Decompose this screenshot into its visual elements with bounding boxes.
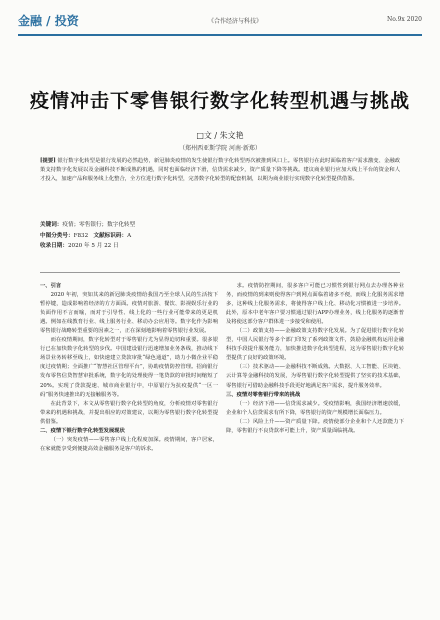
issue-number: No.9x 2020 <box>386 16 422 23</box>
body-paragraph: （一）突发疫情——零售客户线上化程度加深。疫情期间，客户居家，在家就能享受到便捷高效金融服务是客户的诉求。 <box>40 436 218 452</box>
received-line: 收录日期：2020 年 5 月 22 日 <box>40 243 119 249</box>
divider <box>40 272 400 273</box>
author-affiliation: （郑州西亚斯学院 河南·新郑） <box>179 145 261 152</box>
keywords-line: 关键词：疫情；零售银行；数字化转型 <box>40 222 136 228</box>
article-meta <box>40 220 135 252</box>
doc-code: A <box>127 232 132 239</box>
received-date: 2020 年 5 月 22 日 <box>67 243 119 249</box>
section-heading: 三、疫情对零售银行带来的挑战 <box>226 391 301 398</box>
abstract-text: 银行数字化转型是银行发展的必然趋势，新冠肺炎疫情的发生使银行数字化转型再次被推到风口上。零售银行在此时面临着客户需求激变、金融政策支持数字化发展以及金融科技不断成熟的机遇，同时也面临经济下滑，信贷需求减少，资产质量下降等挑战。建议商业银行应加大线上平台的资金和人才投入，加速产品和服务线上化整合，全方位进行数字化转型，完善数字化转型的配套机制，以期为商业银行实现数字化转型提供借鉴。 <box>40 158 401 183</box>
journal-name: 《合作经济与科技》 <box>208 18 263 25</box>
body-column-left <box>40 282 218 454</box>
keywords: 疫情；零售银行；数字化转型 <box>62 222 136 228</box>
body-paragraph: 求。疫情防控期间，很多客户可能已习惯性到银行网点去办理各种业务，而疫情的到来则使得客户到网点面临着诸多不便，而线上化服务需求增多，这种线上化服务需求，将使得客户线上化、移动化习惯被进一步培养。此外，原本中老年客户要习惯通过银行APP办理业务，线上化服务的逐渐普及将使这部分客户群体进一步接受和使用。 <box>226 283 404 326</box>
body-paragraph: （一）经济下滑——信贷需求减少。受疫情影响，我国经济增速放缓，企业和个人信贷需求有所下降，零售银行的资产规模增长面临压力。 <box>226 400 404 416</box>
section-heading: 二、疫情下银行数字化转型发展现状 <box>40 427 125 434</box>
clc-code: F832 <box>73 232 89 239</box>
article-title: 疫情冲击下零售银行数字化转型机遇与挑战 <box>29 90 410 112</box>
body-paragraph: （二）政策支持——金融政策支持数字化发展。为了促进银行数字化转型，中国人民银行等多个部门印发了系列政策文件，鼓励金融机构运用金融科技手段提升服务能力，加快推进数字化转型进程，这为零售银行数字化转型提供了良好的政策环境。 <box>226 328 404 362</box>
body-column-right <box>226 282 404 436</box>
section-heading: 一、引言 <box>40 283 62 289</box>
body-paragraph: 在此背景下，本文从零售银行数字化转型的角度，分析疫情对零售银行带来的机遇和挑战，并提出相应的对策建议，以期为零售银行数字化转型提供借鉴。 <box>40 400 218 425</box>
body-paragraph: 而在疫情期间，数字化转型对于零售银行尤为显得迫切和重要。很多银行已在加快数字化转型的步伐。中国建设银行迅速增加业务条线，推动线下场景业务转移至线上，如快速建立贷款审批“绿色通道”，助力小微企业平稳度过疫情期；全面推广“智慧社区管理平台”，协助疫情防控管理。招商银行发布零售信贷智慧审批系统，数字化的处理使得一笔贷款的审批时间缩短了 20%。实现了贷款提速、城市商业银行中，中原银行为抗疫提供“一区一码”服务快速推出的无接触服务等。 <box>40 337 218 398</box>
abstract-label: [提要] <box>40 158 56 164</box>
classification-line: 中图分类号：F832 文献标识码：A <box>40 232 132 239</box>
author-line: □文 / 朱文艳 <box>196 131 244 140</box>
body-paragraph: （二）风险上升——资产质量下降。疫情使部分企业和个人还款能力下降，零售银行不良贷款率可能上升，资产质量面临挑战。 <box>226 418 404 434</box>
column-name: 金融 / 投资 <box>18 14 79 28</box>
page-header <box>18 10 422 36</box>
body-paragraph: 2020 年初，突如其来的新冠肺炎疫情给我国乃至全球人民的生活按下暂停键，造成影响着经济的方方面面。疫情对旅游、餐饮、影视娱乐行业的负面作用不言而喻，而对于引导性、线上化的一些行业可能带来的更是机遇。例如在线教育行业、线上服务行业、移动办公应用等。数字化作为影响零售银行战略转型重要的因素之一，正在深刻地影响着零售银行业发展。 <box>40 292 218 335</box>
body-paragraph: （三）技术驱动——金融科技不断成熟。大数据、人工智能、区块链、云计算等金融科技的发展，为零售银行数字化转型提供了坚实的技术基础，零售银行可借助金融科技手段更好地满足客户需求，提升服务效率。 <box>226 364 404 389</box>
abstract <box>40 157 400 185</box>
